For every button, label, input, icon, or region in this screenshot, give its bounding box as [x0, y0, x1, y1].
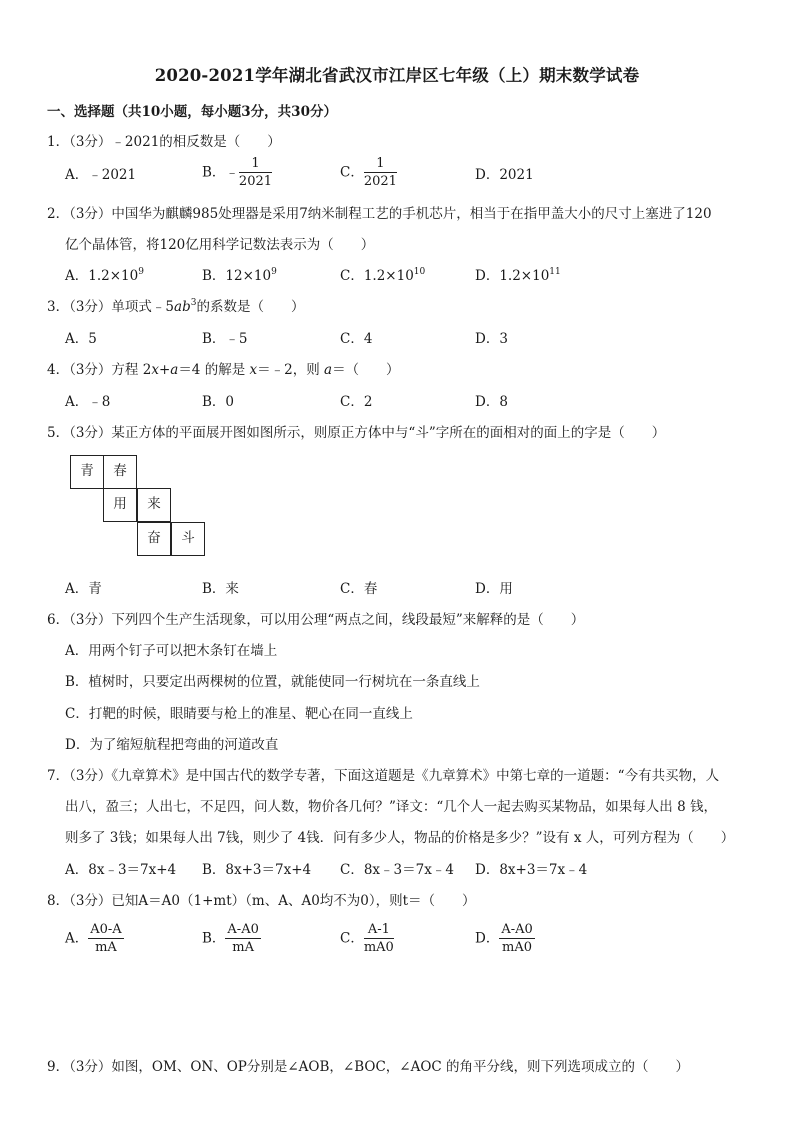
q8-option-b [202, 922, 261, 956]
question-1-stem: 1．（3分）﹣2021的相反数是（ ） [47, 134, 281, 150]
question-7-stem-line1: 7．（3分）《九章算术》是中国古代的数学专著，下面这道题是《九章算术》中第七章的一道题：“今有共买物，人 [47, 768, 720, 784]
q8-c-prefix: C． [340, 930, 364, 947]
question-5-stem: 5．（3分）某正方体的平面展开图如图所示，则原正方体中与“斗”字所在的面相对的面上的字是（ ） [47, 425, 666, 441]
q4-option-b: B．0 [202, 394, 235, 410]
net-cell-chun: 春 [103, 455, 137, 489]
q8-b-numerator: A-A0 [227, 922, 259, 937]
q1-b-fraction [239, 156, 272, 190]
q4-var-x: x [151, 362, 159, 378]
q4-var-a: a [170, 362, 179, 378]
q6-option-d: D．为了缩短航程把弯曲的河道改直 [65, 737, 279, 753]
q8-d-fraction [499, 922, 534, 956]
q7-option-c: C．8x﹣3＝7x﹣4 [340, 862, 454, 878]
q1-option-b [202, 156, 272, 190]
q4-stem-mid: ＝4 的解是 [178, 362, 250, 378]
q7-option-a: A．8x﹣3＝7x+4 [65, 862, 177, 878]
q8-b-denominator: mA [232, 940, 254, 955]
q1-c-numerator: 1 [364, 156, 397, 173]
q1-b-prefix: B．﹣ [202, 164, 239, 181]
net-cell-lai: 来 [137, 488, 171, 522]
exam-title: 2020-2021学年湖北省武汉市江岸区七年级（上）期末数学试卷 [154, 66, 640, 85]
q7-option-d: D．8x+3＝7x﹣4 [475, 862, 588, 878]
q4-stem-end: ＝（ ） [332, 362, 400, 378]
q8-option-d [475, 922, 535, 956]
q1-c-denominator: 2021 [363, 174, 397, 189]
q2-option-a [65, 264, 144, 284]
q8-option-a [65, 922, 124, 956]
question-6-stem: 6．（3分）下列四个生产生活现象，可以用公理“两点之间，线段最短”来解释的是（ ） [47, 612, 585, 628]
net-cell-yong: 用 [103, 488, 137, 522]
q2-option-d [475, 264, 561, 284]
q4-plus: + [158, 362, 171, 378]
q4-stem-value: ＝﹣2，则 [257, 362, 324, 378]
q3-stem-exponent: 3 [190, 298, 197, 308]
q8-c-denominator: mA0 [363, 940, 394, 955]
q8-a-denominator: mA [95, 940, 117, 955]
question-2-stem-line2: 亿个晶体管，将120亿用科学记数法表示为（ ） [65, 237, 375, 253]
q8-a-fraction [88, 922, 123, 956]
q8-a-prefix: A． [65, 930, 89, 947]
q4-option-a: A．﹣8 [65, 394, 111, 410]
q1-option-c [340, 156, 397, 190]
question-7-stem-line3: 则多了 3钱；如果每人出 7钱，则少了 4钱．问有多少人，物品的价格是多少？”设有 x 人，可列方程为（ ） [65, 830, 735, 846]
q8-d-denominator: mA0 [502, 940, 533, 955]
q1-c-prefix: C． [340, 164, 364, 181]
q1-b-numerator: 1 [239, 156, 272, 173]
q3-stem-variable: ab [174, 299, 191, 315]
q3-option-d: D．3 [475, 331, 508, 347]
question-4-stem [47, 358, 400, 378]
q4-stem-prefix: 4．（3分）方程 2 [47, 362, 152, 378]
q1-option-a: A．﹣2021 [65, 167, 137, 183]
q6-option-c: C．打靶的时候，眼睛要与枪上的准星、靶心在同一直线上 [65, 706, 413, 722]
q6-option-a: A．用两个钉子可以把木条钉在墙上 [65, 643, 278, 659]
q6-option-b: B．植树时，只要定出两棵树的位置，就能使同一行树坑在一条直线上 [65, 674, 480, 690]
question-3-stem [47, 295, 304, 315]
q5-option-b: B．来 [202, 581, 239, 597]
q2-d-exponent: 11 [549, 267, 561, 277]
q5-option-a: A．青 [65, 581, 102, 597]
net-cell-fen: 奋 [137, 522, 171, 556]
q2-d-base: D．1.2×10 [475, 268, 550, 284]
q2-b-exponent: 9 [271, 267, 277, 277]
q3-option-a: A．5 [65, 331, 97, 347]
q8-b-prefix: B． [202, 930, 226, 947]
q4-option-c: C．2 [340, 394, 373, 410]
q4-var-x2: x [249, 362, 258, 378]
q1-b-denominator: 2021 [238, 174, 273, 189]
q5-option-c: C．春 [340, 581, 378, 597]
q2-c-base: C．1.2×10 [340, 268, 414, 284]
q7-option-b: B．8x+3＝7x+4 [202, 862, 312, 878]
question-8-stem: 8．（3分）已知A＝A0（1+mt）（m、A、A0均不为0），则t＝（ ） [47, 893, 476, 909]
question-2-stem-line1: 2．（3分）中国华为麒麟985处理器是采用7纳米制程工艺的手机芯片，相当于在指甲盖大小的尺寸上塞进了120 [47, 206, 712, 222]
q4-var-a2: a [324, 362, 333, 378]
q3-option-c: C．4 [340, 331, 373, 347]
net-cell-dou: 斗 [171, 522, 205, 556]
q2-a-base: A．1.2×10 [65, 268, 139, 284]
q2-a-exponent: 9 [138, 267, 144, 277]
q1-option-d: D．2021 [475, 167, 534, 183]
q8-c-fraction [364, 922, 394, 956]
q8-c-numerator: A-1 [364, 922, 394, 939]
question-9-stem: 9．（3分）如图，OM、ON、OP分别是∠AOB，∠BOC，∠AOC 的角平分线，则下列选项成立的（ ） [47, 1059, 690, 1075]
q8-option-c [340, 922, 394, 956]
question-7-stem-line2: 出八，盈三；人出七，不足四，问人数，物价各几何？”译文：“几个人一起去购买某物品，如果每人出 8 钱， [65, 799, 717, 815]
q2-option-c [340, 264, 425, 284]
q5-option-d: D．用 [475, 581, 513, 597]
q2-c-exponent: 10 [413, 267, 426, 277]
q8-b-fraction [225, 922, 260, 956]
q4-option-d: D．8 [475, 394, 508, 410]
q8-a-numerator: A0-A [90, 922, 122, 937]
q1-c-fraction [364, 156, 397, 190]
q8-d-prefix: D． [475, 930, 500, 947]
q8-d-numerator: A-A0 [501, 922, 533, 937]
q2-option-b [202, 264, 277, 284]
q3-stem-prefix: 3．（3分）单项式﹣5 [47, 299, 175, 315]
q2-b-base: B．12×10 [202, 268, 272, 284]
net-cell-qing: 青 [70, 455, 104, 489]
q3-stem-suffix: 的系数是（ ） [196, 299, 305, 315]
section-heading: 一、选择题（共10小题，每小题3分，共30分） [47, 104, 337, 120]
q3-option-b: B．﹣5 [202, 331, 248, 347]
